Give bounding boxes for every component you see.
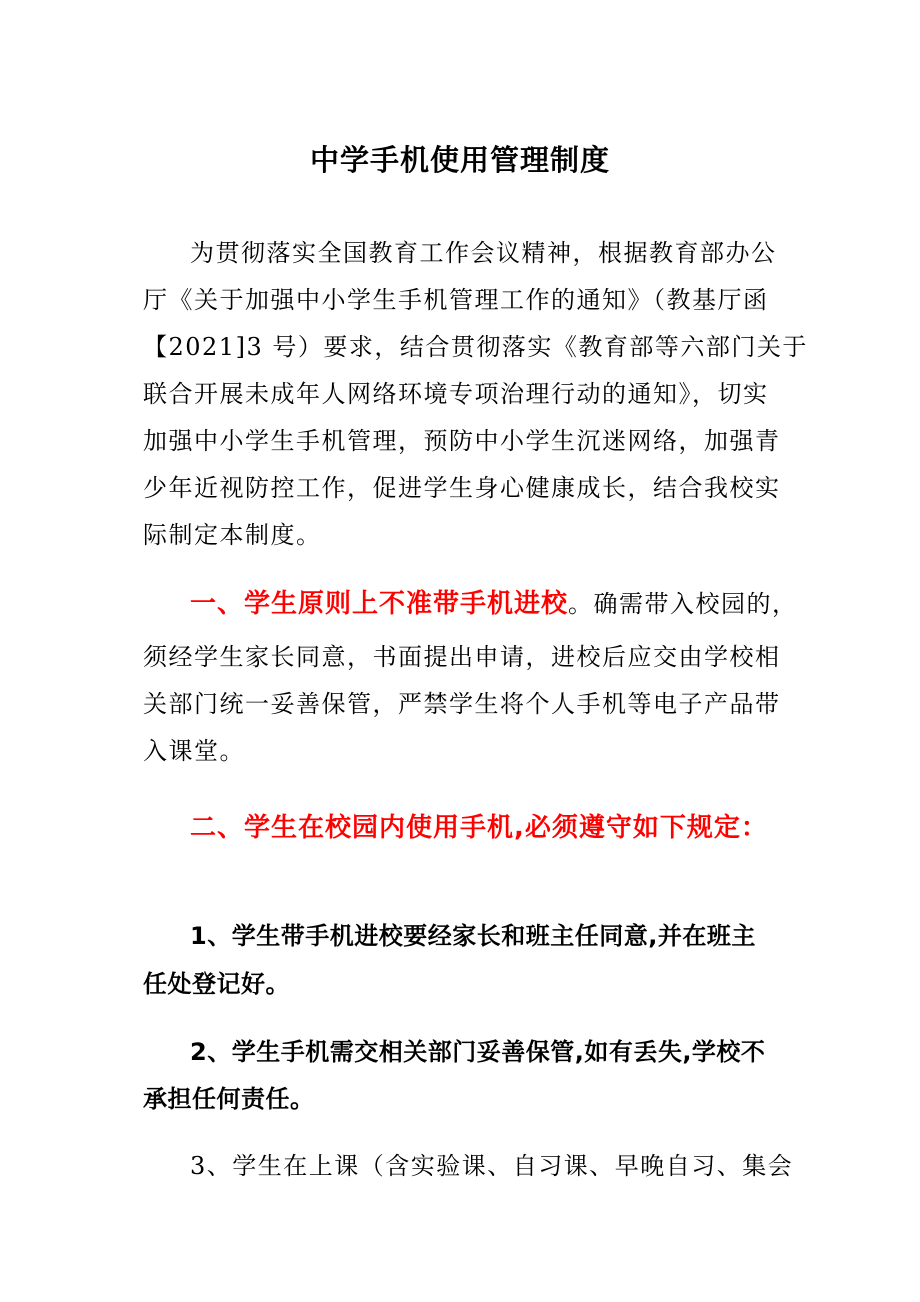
intro-line-7: 际制定本制度。 xyxy=(143,521,322,549)
intro-line-4: 联合开展未成年人网络环境专项治理行动的通知》，切实 xyxy=(143,380,769,408)
rule1-line-2: 任处登记好。 xyxy=(143,970,290,998)
rule2-line-2: 承担任何责任。 xyxy=(143,1085,315,1113)
section2-heading: 二、学生在校园内使用手机,必须遵守如下规定： xyxy=(190,813,768,843)
section1-first-line-rest: 。确需带入校园的， xyxy=(568,590,798,618)
section1-heading: 一、学生原则上不准带手机进校 xyxy=(190,589,569,619)
section1-line-3: 关部门统一妥善保管，严禁学生将个人手机等电子产品带 xyxy=(143,690,781,718)
intro-line-2: 厅《关于加强中小学生手机管理工作的通知》（教基厅函 xyxy=(143,286,769,314)
rule2-line-1: 2、学生手机需交相关部门妥善保管,如有丢失,学校不 xyxy=(190,1038,766,1066)
rule3-line-1: 3、学生在上课（含实验课、自习课、早晚自习、集会 xyxy=(190,1152,794,1180)
document-title: 中学手机使用管理制度 xyxy=(309,143,610,177)
intro-line-3: 【2021]3 号）要求，结合贯彻落实《教育部等六部门关于 xyxy=(143,333,808,361)
section1-line-2: 须经学生家长同意，书面提出申请，进校后应交由学校相 xyxy=(143,643,781,671)
intro-line-6: 少年近视防控工作，促进学生身心健康成长，结合我校实 xyxy=(143,474,781,502)
intro-line-5: 加强中小学生手机管理，预防中小学生沉迷网络，加强青 xyxy=(143,427,781,455)
intro-line-1: 为贯彻落实全国教育工作会议精神，根据教育部办公 xyxy=(190,239,777,267)
section1-first-line xyxy=(190,588,798,620)
section1-line-4: 入课堂。 xyxy=(143,737,245,765)
rule1-line-1: 1、学生带手机进校要经家长和班主任同意,并在班主 xyxy=(190,922,756,950)
